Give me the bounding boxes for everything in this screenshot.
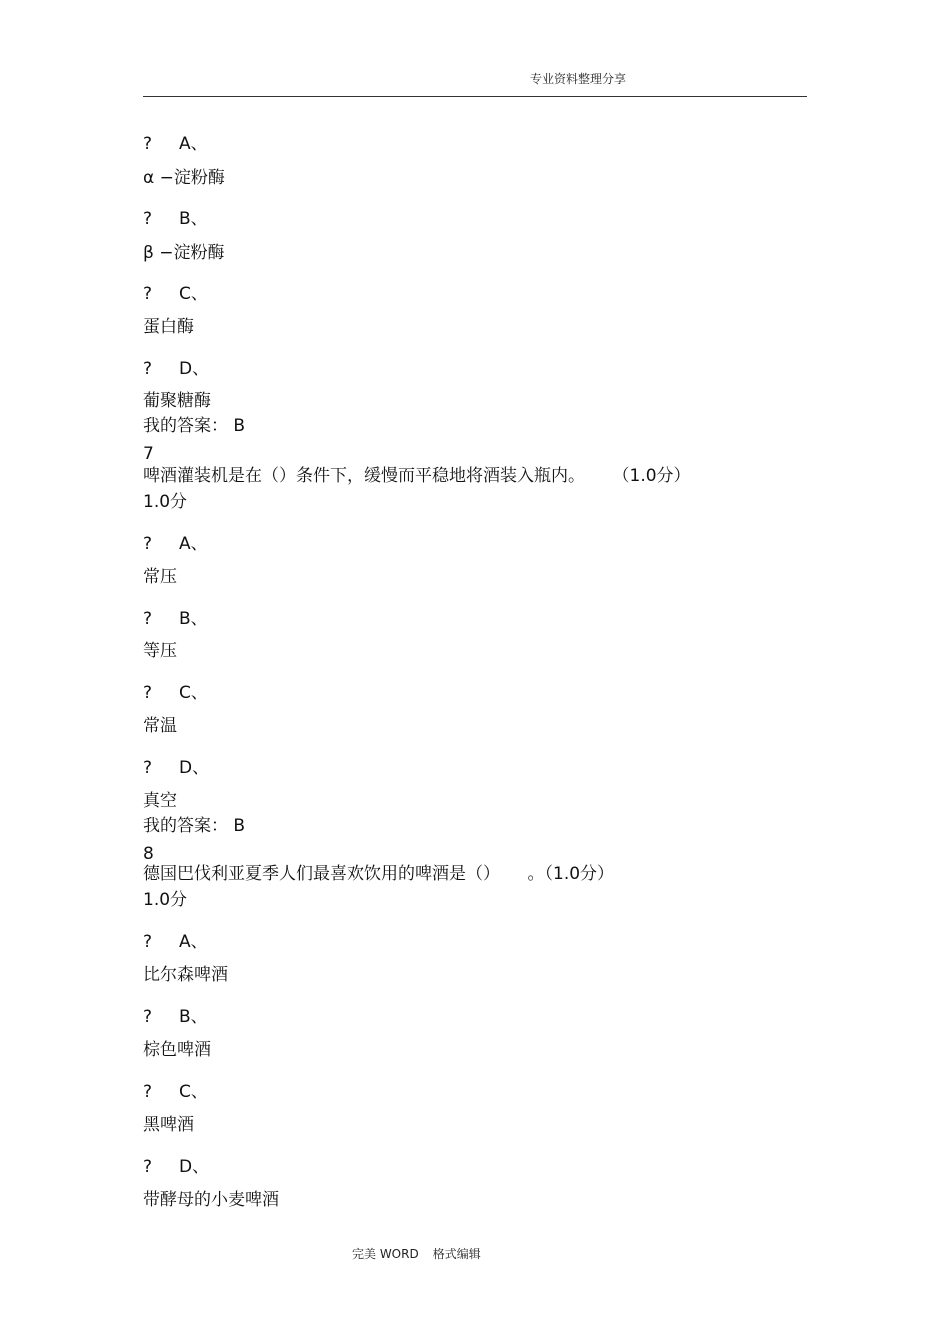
option-marker-row xyxy=(143,209,208,229)
option-bullet: ? xyxy=(143,609,153,629)
option-marker-row xyxy=(143,1157,209,1177)
option-bullet: ? xyxy=(143,932,153,952)
option-text: β −淀粉酶 xyxy=(143,243,225,263)
option-letter: B、 xyxy=(179,609,208,629)
my-answer: 我的答案： B xyxy=(143,816,246,836)
option-marker-row xyxy=(143,359,209,379)
option-bullet: ? xyxy=(143,284,153,304)
option-letter: D、 xyxy=(179,1157,210,1177)
footer-right: 格式编辑 xyxy=(432,1247,481,1261)
option-text: 葡聚糖酶 xyxy=(143,391,211,411)
question-text: 德国巴伐利亚夏季人们最喜欢饮用的啤酒是（） xyxy=(143,864,492,884)
option-marker-row xyxy=(143,1082,208,1102)
option-bullet: ? xyxy=(143,209,153,229)
question-text: 啤酒灌装机是在（）条件下，缓慢而平稳地将酒装入瓶内。 xyxy=(143,466,585,486)
option-bullet: ? xyxy=(143,758,153,778)
option-bullet: ? xyxy=(143,1007,153,1027)
question-number: 7 xyxy=(143,444,154,464)
question-number: 8 xyxy=(143,844,154,864)
option-text: 等压 xyxy=(143,641,177,661)
option-letter: C、 xyxy=(179,1082,208,1102)
option-bullet: ? xyxy=(143,534,153,554)
option-letter: B、 xyxy=(179,209,208,229)
option-marker-row xyxy=(143,932,208,952)
option-marker-row xyxy=(143,683,208,703)
question-score: 1.0分 xyxy=(143,492,188,512)
option-text: 比尔森啤酒 xyxy=(143,965,228,985)
option-text: α −淀粉酶 xyxy=(143,168,225,188)
option-letter: C、 xyxy=(179,683,208,703)
question-score-inline: （1.0分） xyxy=(621,466,691,486)
option-marker-row xyxy=(143,284,208,304)
option-letter: B、 xyxy=(179,1007,208,1027)
option-text: 常温 xyxy=(143,716,177,736)
option-bullet: ? xyxy=(143,359,153,379)
option-marker-row xyxy=(143,1007,208,1027)
option-letter: D、 xyxy=(179,359,210,379)
option-letter: A、 xyxy=(179,534,208,554)
page-footer xyxy=(352,1245,481,1262)
option-bullet: ? xyxy=(143,683,153,703)
question-score-inline: 。（1.0分） xyxy=(527,864,615,884)
header-divider xyxy=(143,96,807,97)
option-letter: A、 xyxy=(179,134,208,154)
option-text: 真空 xyxy=(143,791,177,811)
option-letter: A、 xyxy=(179,932,208,952)
option-text: 带酵母的小麦啤酒 xyxy=(143,1190,279,1210)
question-text-row xyxy=(143,864,614,884)
question-score: 1.0分 xyxy=(143,890,188,910)
option-text: 黑啤酒 xyxy=(143,1115,194,1135)
my-answer: 我的答案： B xyxy=(143,416,246,436)
page-header: 专业资料整理分享 xyxy=(530,72,627,86)
option-marker-row xyxy=(143,609,208,629)
option-text: 蛋白酶 xyxy=(143,317,194,337)
footer-left: 完美 WORD xyxy=(352,1247,419,1261)
option-bullet: ? xyxy=(143,134,153,154)
question-text-row xyxy=(143,466,691,486)
option-letter: C、 xyxy=(179,284,208,304)
option-text: 棕色啤酒 xyxy=(143,1040,211,1060)
option-text: 常压 xyxy=(143,567,177,587)
option-marker-row xyxy=(143,534,208,554)
option-bullet: ? xyxy=(143,1082,153,1102)
option-marker-row xyxy=(143,134,208,154)
option-letter: D、 xyxy=(179,758,210,778)
option-bullet: ? xyxy=(143,1157,153,1177)
option-marker-row xyxy=(143,758,209,778)
